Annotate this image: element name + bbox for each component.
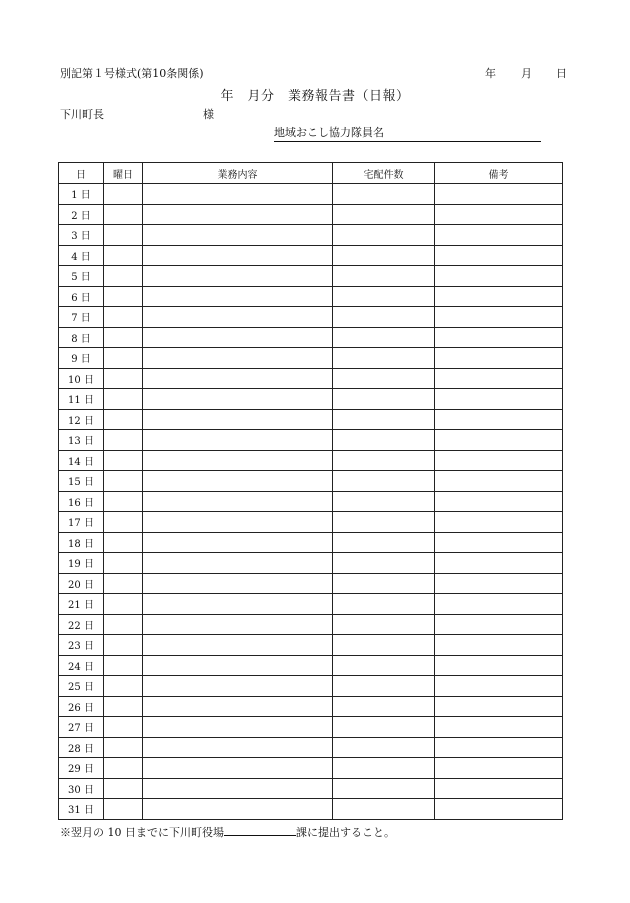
- delivery-count-cell[interactable]: [333, 204, 435, 225]
- delivery-count-cell[interactable]: [333, 717, 435, 738]
- delivery-count-cell[interactable]: [333, 676, 435, 697]
- table-header-row: [59, 163, 563, 184]
- note-text-after: 課に提出すること。: [296, 826, 395, 839]
- work-content-cell[interactable]: [143, 573, 333, 594]
- work-content-cell[interactable]: [143, 389, 333, 410]
- table-row: [59, 512, 563, 533]
- day-cell: 23 日: [59, 635, 104, 656]
- remarks-cell[interactable]: [435, 450, 563, 471]
- delivery-count-cell[interactable]: [333, 614, 435, 635]
- weekday-cell[interactable]: [104, 676, 143, 697]
- remarks-cell[interactable]: [435, 368, 563, 389]
- weekday-cell[interactable]: [104, 799, 143, 820]
- table-row: [59, 737, 563, 758]
- delivery-count-cell[interactable]: [333, 655, 435, 676]
- delivery-count-cell[interactable]: [333, 635, 435, 656]
- day-cell: 27 日: [59, 717, 104, 738]
- submission-note: [60, 824, 395, 840]
- weekday-cell[interactable]: [104, 614, 143, 635]
- remarks-cell[interactable]: [435, 676, 563, 697]
- remarks-cell[interactable]: [435, 635, 563, 656]
- day-cell: 25 日: [59, 676, 104, 697]
- work-content-cell[interactable]: [143, 532, 333, 553]
- date-year-label: 年: [485, 67, 496, 80]
- remarks-cell[interactable]: [435, 491, 563, 512]
- work-content-cell[interactable]: [143, 778, 333, 799]
- remarks-cell[interactable]: [435, 307, 563, 328]
- weekday-cell[interactable]: [104, 266, 143, 287]
- table-row: [59, 450, 563, 471]
- daily-report-table: [58, 162, 563, 820]
- table-row: [59, 286, 563, 307]
- work-content-cell[interactable]: [143, 307, 333, 328]
- work-content-cell[interactable]: [143, 696, 333, 717]
- work-content-cell[interactable]: [143, 450, 333, 471]
- work-content-cell[interactable]: [143, 758, 333, 779]
- table-row: [59, 307, 563, 328]
- honorific: 様: [203, 108, 214, 121]
- work-content-cell[interactable]: [143, 594, 333, 615]
- delivery-count-cell[interactable]: [333, 573, 435, 594]
- weekday-cell[interactable]: [104, 737, 143, 758]
- table-row: [59, 409, 563, 430]
- weekday-cell[interactable]: [104, 409, 143, 430]
- work-content-cell[interactable]: [143, 614, 333, 635]
- column-header-delivery-count: 宅配件数: [333, 163, 435, 184]
- remarks-cell[interactable]: [435, 266, 563, 287]
- day-cell: 20 日: [59, 573, 104, 594]
- work-content-cell[interactable]: [143, 635, 333, 656]
- delivery-count-cell[interactable]: [333, 266, 435, 287]
- table-row: [59, 758, 563, 779]
- form-label: 別記第１号様式(第10条関係): [60, 67, 204, 80]
- table-row: [59, 389, 563, 410]
- day-cell: 16 日: [59, 491, 104, 512]
- table-row: [59, 204, 563, 225]
- delivery-count-cell[interactable]: [333, 389, 435, 410]
- table-row: [59, 553, 563, 574]
- day-cell: 13 日: [59, 430, 104, 451]
- weekday-cell[interactable]: [104, 655, 143, 676]
- work-content-cell[interactable]: [143, 430, 333, 451]
- weekday-cell[interactable]: [104, 245, 143, 266]
- weekday-cell[interactable]: [104, 450, 143, 471]
- day-cell: 8 日: [59, 327, 104, 348]
- day-cell: 6 日: [59, 286, 104, 307]
- remarks-cell[interactable]: [435, 471, 563, 492]
- remarks-cell[interactable]: [435, 594, 563, 615]
- day-cell: 29 日: [59, 758, 104, 779]
- day-cell: 18 日: [59, 532, 104, 553]
- weekday-cell[interactable]: [104, 594, 143, 615]
- weekday-cell[interactable]: [104, 778, 143, 799]
- work-content-cell[interactable]: [143, 184, 333, 205]
- work-content-cell[interactable]: [143, 409, 333, 430]
- weekday-cell[interactable]: [104, 553, 143, 574]
- day-cell: 2 日: [59, 204, 104, 225]
- delivery-count-cell[interactable]: [333, 307, 435, 328]
- delivery-count-cell[interactable]: [333, 532, 435, 553]
- work-content-cell[interactable]: [143, 327, 333, 348]
- day-cell: 19 日: [59, 553, 104, 574]
- work-content-cell[interactable]: [143, 225, 333, 246]
- remarks-cell[interactable]: [435, 717, 563, 738]
- report-title: 年 月分 業務報告書（日報）: [220, 89, 410, 104]
- weekday-cell[interactable]: [104, 327, 143, 348]
- day-cell: 22 日: [59, 614, 104, 635]
- column-header-remarks: 備考: [435, 163, 563, 184]
- weekday-cell[interactable]: [104, 696, 143, 717]
- table-row: [59, 614, 563, 635]
- table-row: [59, 635, 563, 656]
- delivery-count-cell[interactable]: [333, 471, 435, 492]
- weekday-cell[interactable]: [104, 389, 143, 410]
- delivery-count-cell[interactable]: [333, 286, 435, 307]
- delivery-count-cell[interactable]: [333, 348, 435, 369]
- remarks-cell[interactable]: [435, 799, 563, 820]
- member-name-label: 地域おこし協力隊員名: [274, 126, 384, 139]
- table-row: [59, 799, 563, 820]
- day-cell: 1 日: [59, 184, 104, 205]
- table-row: [59, 717, 563, 738]
- remarks-cell[interactable]: [435, 655, 563, 676]
- day-cell: 11 日: [59, 389, 104, 410]
- weekday-cell[interactable]: [104, 307, 143, 328]
- date-day-label: 日: [556, 67, 567, 80]
- work-content-cell[interactable]: [143, 286, 333, 307]
- weekday-cell[interactable]: [104, 758, 143, 779]
- work-content-cell[interactable]: [143, 204, 333, 225]
- day-cell: 14 日: [59, 450, 104, 471]
- weekday-cell[interactable]: [104, 368, 143, 389]
- day-cell: 30 日: [59, 778, 104, 799]
- weekday-cell[interactable]: [104, 717, 143, 738]
- remarks-cell[interactable]: [435, 778, 563, 799]
- remarks-cell[interactable]: [435, 225, 563, 246]
- table-row: [59, 594, 563, 615]
- work-content-cell[interactable]: [143, 368, 333, 389]
- delivery-count-cell[interactable]: [333, 491, 435, 512]
- remarks-cell[interactable]: [435, 573, 563, 594]
- table-row: [59, 532, 563, 553]
- table-row: [59, 348, 563, 369]
- weekday-cell[interactable]: [104, 204, 143, 225]
- day-cell: 15 日: [59, 471, 104, 492]
- weekday-cell[interactable]: [104, 225, 143, 246]
- day-cell: 7 日: [59, 307, 104, 328]
- day-cell: 28 日: [59, 737, 104, 758]
- day-cell: 5 日: [59, 266, 104, 287]
- weekday-cell[interactable]: [104, 430, 143, 451]
- delivery-count-cell[interactable]: [333, 778, 435, 799]
- delivery-count-cell[interactable]: [333, 737, 435, 758]
- day-cell: 26 日: [59, 696, 104, 717]
- delivery-count-cell[interactable]: [333, 450, 435, 471]
- delivery-count-cell[interactable]: [333, 409, 435, 430]
- day-cell: 31 日: [59, 799, 104, 820]
- remarks-cell[interactable]: [435, 389, 563, 410]
- day-cell: 24 日: [59, 655, 104, 676]
- remarks-cell[interactable]: [435, 512, 563, 533]
- table-row: [59, 225, 563, 246]
- delivery-count-cell[interactable]: [333, 758, 435, 779]
- table-row: [59, 471, 563, 492]
- delivery-count-cell[interactable]: [333, 696, 435, 717]
- note-text-before: ※翌月の 10 日までに下川町役場: [60, 826, 224, 839]
- remarks-cell[interactable]: [435, 245, 563, 266]
- remarks-cell[interactable]: [435, 409, 563, 430]
- weekday-cell[interactable]: [104, 184, 143, 205]
- weekday-cell[interactable]: [104, 635, 143, 656]
- table-body: [59, 184, 563, 820]
- weekday-cell[interactable]: [104, 573, 143, 594]
- remarks-cell[interactable]: [435, 184, 563, 205]
- remarks-cell[interactable]: [435, 204, 563, 225]
- work-content-cell[interactable]: [143, 676, 333, 697]
- work-content-cell[interactable]: [143, 655, 333, 676]
- work-content-cell[interactable]: [143, 245, 333, 266]
- date-month-label: 月: [521, 67, 532, 80]
- delivery-count-cell[interactable]: [333, 327, 435, 348]
- day-cell: 10 日: [59, 368, 104, 389]
- table-row: [59, 655, 563, 676]
- remarks-cell[interactable]: [435, 327, 563, 348]
- work-content-cell[interactable]: [143, 737, 333, 758]
- remarks-cell[interactable]: [435, 532, 563, 553]
- table-row: [59, 573, 563, 594]
- delivery-count-cell[interactable]: [333, 368, 435, 389]
- column-header-work-content: 業務内容: [143, 163, 333, 184]
- delivery-count-cell[interactable]: [333, 245, 435, 266]
- delivery-count-cell[interactable]: [333, 225, 435, 246]
- remarks-cell[interactable]: [435, 286, 563, 307]
- remarks-cell[interactable]: [435, 696, 563, 717]
- table-row: [59, 778, 563, 799]
- day-cell: 17 日: [59, 512, 104, 533]
- member-name-field[interactable]: [274, 124, 541, 142]
- department-blank[interactable]: [224, 825, 296, 836]
- weekday-cell[interactable]: [104, 471, 143, 492]
- remarks-cell[interactable]: [435, 430, 563, 451]
- column-header-day: 日: [59, 163, 104, 184]
- remarks-cell[interactable]: [435, 614, 563, 635]
- weekday-cell[interactable]: [104, 286, 143, 307]
- work-content-cell[interactable]: [143, 553, 333, 574]
- table-row: [59, 696, 563, 717]
- weekday-cell[interactable]: [104, 491, 143, 512]
- work-content-cell[interactable]: [143, 512, 333, 533]
- delivery-count-cell[interactable]: [333, 799, 435, 820]
- remarks-cell[interactable]: [435, 348, 563, 369]
- delivery-count-cell[interactable]: [333, 430, 435, 451]
- table-row: [59, 676, 563, 697]
- work-content-cell[interactable]: [143, 266, 333, 287]
- work-content-cell[interactable]: [143, 348, 333, 369]
- table-row: [59, 430, 563, 451]
- delivery-count-cell[interactable]: [333, 512, 435, 533]
- work-content-cell[interactable]: [143, 799, 333, 820]
- work-content-cell[interactable]: [143, 491, 333, 512]
- day-cell: 12 日: [59, 409, 104, 430]
- addressee: 下川町長: [60, 108, 104, 121]
- remarks-cell[interactable]: [435, 737, 563, 758]
- delivery-count-cell[interactable]: [333, 184, 435, 205]
- weekday-cell[interactable]: [104, 512, 143, 533]
- day-cell: 4 日: [59, 245, 104, 266]
- delivery-count-cell[interactable]: [333, 594, 435, 615]
- delivery-count-cell[interactable]: [333, 553, 435, 574]
- table-row: [59, 266, 563, 287]
- remarks-cell[interactable]: [435, 758, 563, 779]
- remarks-cell[interactable]: [435, 553, 563, 574]
- table-row: [59, 491, 563, 512]
- weekday-cell[interactable]: [104, 348, 143, 369]
- work-content-cell[interactable]: [143, 717, 333, 738]
- table-row: [59, 245, 563, 266]
- day-cell: 9 日: [59, 348, 104, 369]
- work-content-cell[interactable]: [143, 471, 333, 492]
- table-row: [59, 327, 563, 348]
- day-cell: 3 日: [59, 225, 104, 246]
- table-row: [59, 368, 563, 389]
- weekday-cell[interactable]: [104, 532, 143, 553]
- day-cell: 21 日: [59, 594, 104, 615]
- table-row: [59, 184, 563, 205]
- column-header-weekday: 曜日: [104, 163, 143, 184]
